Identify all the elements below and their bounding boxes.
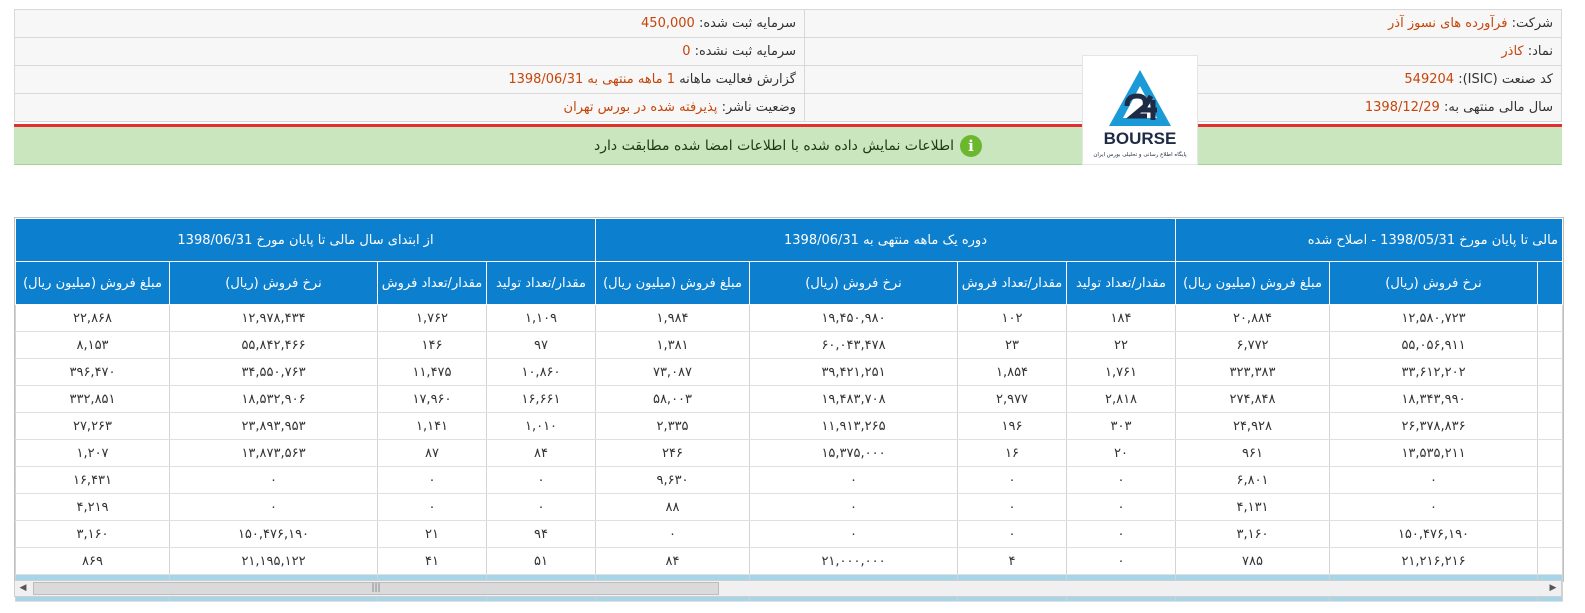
table-cell: ۱,۳۸۱: [596, 332, 750, 359]
col-header-production[interactable]: مقدار/تعداد تولید: [487, 262, 596, 305]
table-cell: ۲۱,۲۱۶,۲۱۶: [1330, 548, 1538, 575]
table-cell: ۱۳,۸۷۳,۵۶۳: [170, 440, 378, 467]
table-cell: ۱۷,۹۶۰: [378, 386, 487, 413]
scroll-left-arrow-icon[interactable]: ◀: [19, 583, 27, 593]
col-header-sales-qty[interactable]: مقدار/تعداد فروش: [958, 262, 1067, 305]
table-cell: ۱۰۲: [958, 305, 1067, 332]
table-cell: ۲۶,۳۷۸,۸۳۶: [1330, 413, 1538, 440]
table-cell: ۲,۸۱۸: [1067, 386, 1176, 413]
table-cell: ۹۴: [487, 521, 596, 548]
hidden-cell: [1538, 467, 1563, 494]
group-header-ytd: از ابتدای سال مالی تا پایان مورخ 1398/06/31: [16, 219, 596, 262]
table-row: [16, 305, 1563, 332]
verification-text: اطلاعات نمایش داده شده با اطلاعات امضا شده مطابقت دارد: [594, 137, 954, 154]
table-cell: ۸۴: [487, 440, 596, 467]
unreg-capital-cell: [15, 38, 805, 66]
verification-banner: [14, 127, 1562, 165]
scroll-right-arrow-icon[interactable]: ▶: [1549, 583, 1557, 593]
table-cell: ۳۳,۶۱۲,۲۰۲: [1330, 359, 1538, 386]
table-cell: ۵۱: [487, 548, 596, 575]
hidden-cell: [1538, 521, 1563, 548]
hidden-cell: [1538, 386, 1563, 413]
hidden-cell: [1538, 548, 1563, 575]
company-label: شرکت:: [1511, 16, 1553, 31]
logo-tagline: پایگاه اطلاع رسانی و تحلیلی بورس ایران: [1093, 152, 1187, 158]
table-cell: ۰: [958, 467, 1067, 494]
table-cell: ۱۴۶: [378, 332, 487, 359]
reg-capital-value: 450,000: [641, 16, 695, 31]
table-cell: ۹۶۱: [1176, 440, 1330, 467]
bourse-logo-icon: [1083, 56, 1197, 164]
table-cell: ۷۳,۰۸۷: [596, 359, 750, 386]
table-cell: ۷۸۵: [1176, 548, 1330, 575]
logo-wordmark: BOURSE: [1103, 129, 1177, 148]
table-cell: ۱۸۴: [1067, 305, 1176, 332]
table-cell: ۱۶,۶۶۱: [487, 386, 596, 413]
table-cell: ۰: [750, 521, 958, 548]
table-cell: ۲۱: [378, 521, 487, 548]
table-cell: ۱۹,۴۵۰,۹۸۰: [750, 305, 958, 332]
table-cell: ۵۸,۰۰۳: [596, 386, 750, 413]
table-cell: ۰: [958, 494, 1067, 521]
table-cell: ۱۸,۵۳۲,۹۰۶: [170, 386, 378, 413]
table-row: [16, 332, 1563, 359]
table-cell: ۲۷۴,۸۴۸: [1176, 386, 1330, 413]
table-cell: ۵۵,۰۵۶,۹۱۱: [1330, 332, 1538, 359]
table-cell: ۲,۹۷۷: [958, 386, 1067, 413]
table-cell: ۲۲,۸۶۸: [16, 305, 170, 332]
col-header-rate[interactable]: نرخ فروش (ریال): [1330, 262, 1538, 305]
table-row: [16, 467, 1563, 494]
unreg-capital-label: سرمایه ثبت نشده:: [694, 44, 796, 59]
table-cell: ۳,۱۶۰: [1176, 521, 1330, 548]
table-cell: ۰: [170, 494, 378, 521]
table-cell: ۱,۹۸۴: [596, 305, 750, 332]
fiscal-label: سال مالی منتهی به:: [1443, 100, 1553, 115]
table-cell: ۸۴: [596, 548, 750, 575]
report-period: 1 ماهه منتهی به: [587, 72, 676, 87]
col-header-amount[interactable]: مبلغ فروش (میلیون ریال): [596, 262, 750, 305]
col-header-hidden: [1538, 262, 1563, 305]
table-cell: ۰: [1330, 467, 1538, 494]
table-cell: ۱۲,۵۸۰,۷۲۳: [1330, 305, 1538, 332]
table-cell: ۱۶,۴۳۱: [16, 467, 170, 494]
table-cell: ۰: [596, 521, 750, 548]
table-row: [16, 494, 1563, 521]
reg-capital-label: سرمایه ثبت شده:: [698, 16, 796, 31]
hidden-cell: [1538, 494, 1563, 521]
report-cell: [15, 66, 805, 94]
table-cell: ۰: [750, 494, 958, 521]
table-cell: ۰: [1067, 548, 1176, 575]
table-cell: ۵۵,۸۴۲,۴۶۶: [170, 332, 378, 359]
table-cell: ۰: [1067, 467, 1176, 494]
table-cell: ۱۳,۵۳۵,۲۱۱: [1330, 440, 1538, 467]
table-row: [16, 548, 1563, 575]
table-cell: ۱,۷۶۱: [1067, 359, 1176, 386]
group-header-prior: مالی تا پایان مورخ 1398/05/31 - اصلاح شده: [1176, 219, 1563, 262]
col-header-sales-qty[interactable]: مقدار/تعداد فروش: [378, 262, 487, 305]
table-cell: ۱۸,۳۴۳,۹۹۰: [1330, 386, 1538, 413]
table-cell: ۲۲: [1067, 332, 1176, 359]
publisher-label: وضعیت ناشر:: [721, 100, 796, 115]
table-row: [16, 386, 1563, 413]
publisher-value: پذیرفته شده در بورس تهران: [563, 100, 718, 115]
table-cell: ۱,۰۱۰: [487, 413, 596, 440]
company-value: فرآورده های نسوز آذر: [1388, 16, 1508, 31]
publisher-cell: [15, 94, 805, 122]
table-cell: ۳۹۶,۴۷۰: [16, 359, 170, 386]
table-cell: ۳۰۳: [1067, 413, 1176, 440]
table-cell: ۱۵۰,۴۷۶,۱۹۰: [170, 521, 378, 548]
table-cell: ۱۵,۳۷۵,۰۰۰: [750, 440, 958, 467]
reg-capital-cell: [15, 10, 805, 38]
table-cell: ۸۸: [596, 494, 750, 521]
table-cell: ۱,۱۰۹: [487, 305, 596, 332]
table-cell: ۲۷,۲۶۳: [16, 413, 170, 440]
symbol-label: نماد:: [1527, 44, 1553, 59]
table-row: [16, 359, 1563, 386]
info-icon: i: [960, 135, 982, 157]
isic-label: کد صنعت (ISIC):: [1458, 72, 1553, 87]
hidden-cell: [1538, 413, 1563, 440]
table-cell: ۰: [170, 467, 378, 494]
table-cell: ۴,۱۳۱: [1176, 494, 1330, 521]
bourse-logo: [1082, 55, 1198, 165]
table-row: [16, 521, 1563, 548]
table-cell: ۳,۱۶۰: [16, 521, 170, 548]
horizontal-scrollbar[interactable]: [14, 580, 1562, 597]
table-cell: ۶,۸۰۱: [1176, 467, 1330, 494]
table-cell: ۰: [378, 467, 487, 494]
table-cell: ۳۹,۴۲۱,۲۵۱: [750, 359, 958, 386]
table-cell: ۱,۸۵۴: [958, 359, 1067, 386]
table-cell: ۳۳۲,۸۵۱: [16, 386, 170, 413]
symbol-value: کاذر: [1501, 44, 1524, 59]
table-cell: ۲۴۶: [596, 440, 750, 467]
table-cell: ۲۰: [1067, 440, 1176, 467]
table-cell: ۱۱,۴۷۵: [378, 359, 487, 386]
table-cell: ۰: [1067, 521, 1176, 548]
table-cell: ۲۰,۸۸۴: [1176, 305, 1330, 332]
table-cell: ۲۱,۱۹۵,۱۲۲: [170, 548, 378, 575]
table-cell: ۲۳: [958, 332, 1067, 359]
isic-value: 549204: [1404, 72, 1455, 87]
hidden-cell: [1538, 332, 1563, 359]
table-cell: ۱۹۶: [958, 413, 1067, 440]
table-cell: ۹۷: [487, 332, 596, 359]
monthly-sales-grid[interactable]: [14, 217, 1564, 582]
table-cell: ۹,۶۳۰: [596, 467, 750, 494]
table-cell: ۶۰,۰۴۳,۴۷۸: [750, 332, 958, 359]
scroll-thumb[interactable]: |||: [33, 582, 719, 595]
table-cell: ۶,۷۷۲: [1176, 332, 1330, 359]
col-header-production[interactable]: مقدار/تعداد تولید: [1067, 262, 1176, 305]
hidden-cell: [1538, 305, 1563, 332]
table-cell: ۳۲۳,۳۸۳: [1176, 359, 1330, 386]
table-cell: ۱۲,۹۷۸,۴۳۴: [170, 305, 378, 332]
table-cell: ۱۶: [958, 440, 1067, 467]
table-cell: ۲۳,۸۹۳,۹۵۳: [170, 413, 378, 440]
table-row: [16, 413, 1563, 440]
hidden-cell: [1538, 440, 1563, 467]
group-header-month: دوره یک ماهه منتهی به 1398/06/31: [596, 219, 1176, 262]
table-cell: ۱,۲۰۷: [16, 440, 170, 467]
col-header-rate[interactable]: نرخ فروش (ریال): [170, 262, 378, 305]
table-cell: ۰: [958, 521, 1067, 548]
sales-table: [15, 218, 1563, 602]
table-cell: ۰: [750, 467, 958, 494]
table-cell: ۸۶۹: [16, 548, 170, 575]
table-row: [16, 440, 1563, 467]
table-cell: ۸,۱۵۳: [16, 332, 170, 359]
company-cell: [805, 10, 1562, 38]
table-cell: ۲۱,۰۰۰,۰۰۰: [750, 548, 958, 575]
table-cell: ۳۴,۵۵۰,۷۶۳: [170, 359, 378, 386]
table-cell: ۱,۷۶۲: [378, 305, 487, 332]
table-cell: ۰: [1330, 494, 1538, 521]
col-header-amount[interactable]: مبلغ فروش (میلیون ریال): [1176, 262, 1330, 305]
fiscal-value: 1398/12/29: [1364, 100, 1440, 115]
table-cell: ۰: [378, 494, 487, 521]
table-cell: ۱۵۰,۴۷۶,۱۹۰: [1330, 521, 1538, 548]
company-info-table: [14, 9, 1562, 122]
table-cell: ۸۷: [378, 440, 487, 467]
table-cell: ۰: [487, 494, 596, 521]
table-cell: ۲,۳۳۵: [596, 413, 750, 440]
table-cell: ۱,۱۴۱: [378, 413, 487, 440]
table-cell: ۱۱,۹۱۳,۲۶۵: [750, 413, 958, 440]
col-header-rate[interactable]: نرخ فروش (ریال): [750, 262, 958, 305]
table-cell: ۲۴,۹۲۸: [1176, 413, 1330, 440]
report-date[interactable]: 1398/06/31: [508, 72, 584, 87]
unreg-capital-value: 0: [682, 44, 691, 59]
sales-table-body: [16, 305, 1563, 602]
table-cell: ۴۱: [378, 548, 487, 575]
table-cell: ۴,۲۱۹: [16, 494, 170, 521]
table-cell: ۰: [487, 467, 596, 494]
table-cell: ۰: [1067, 494, 1176, 521]
report-label: گزارش فعالیت ماهانه: [679, 72, 796, 87]
table-cell: ۱۰,۸۶۰: [487, 359, 596, 386]
hidden-cell: [1538, 359, 1563, 386]
table-cell: ۴: [958, 548, 1067, 575]
col-header-amount[interactable]: مبلغ فروش (میلیون ریال): [16, 262, 170, 305]
table-cell: ۱۹,۴۸۳,۷۰۸: [750, 386, 958, 413]
